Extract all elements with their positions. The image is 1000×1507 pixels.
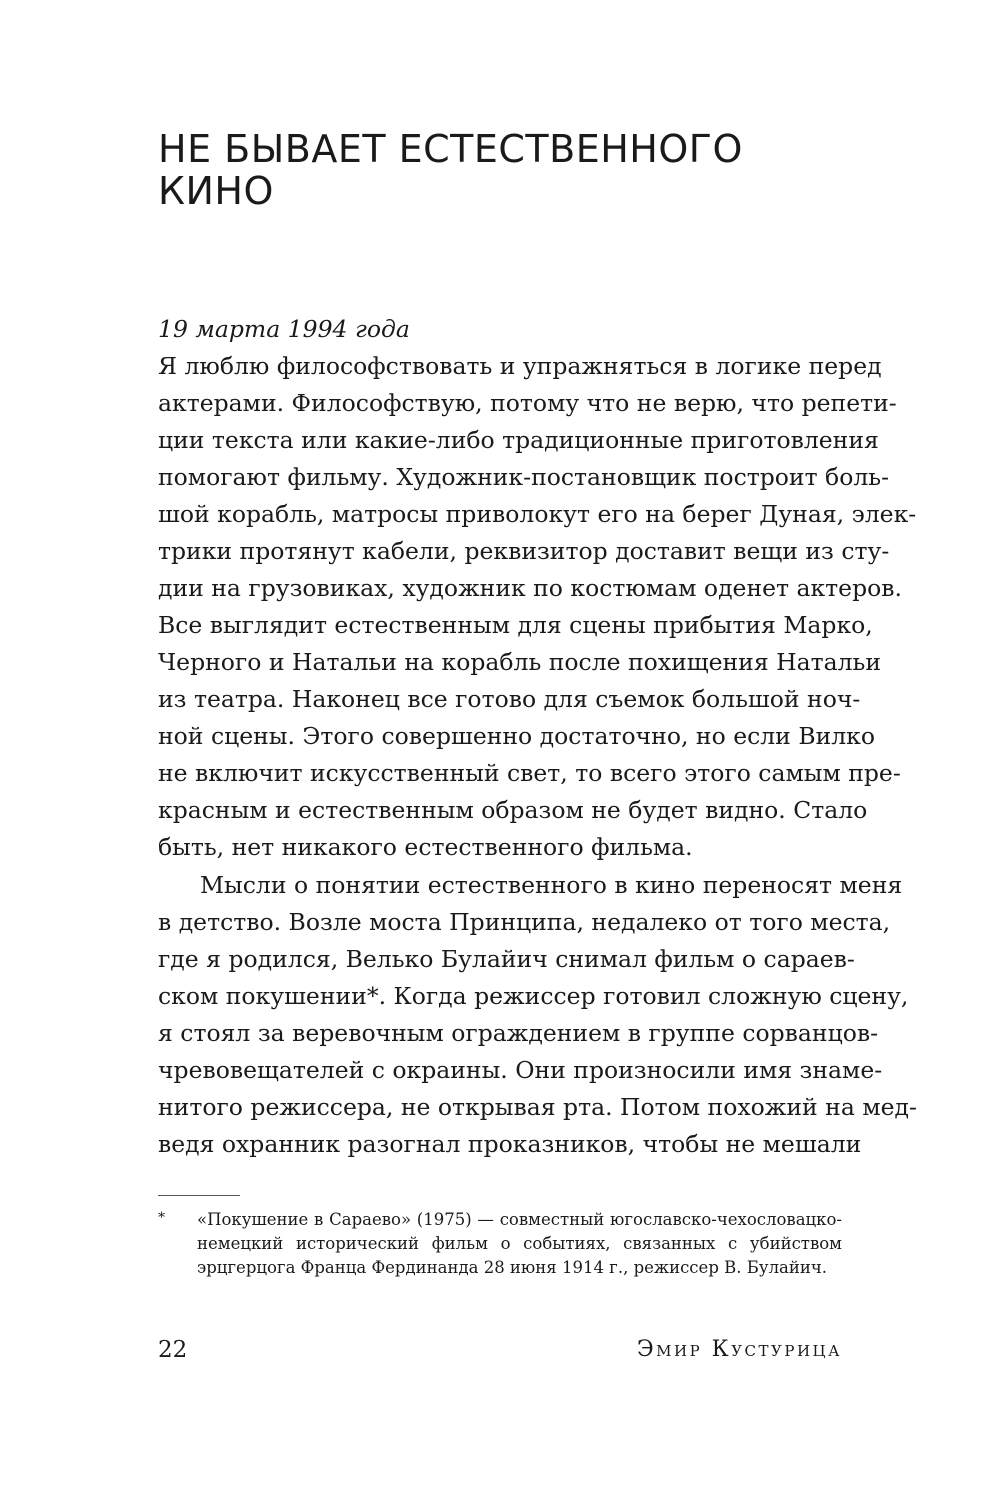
text-line: из театра. Наконец все готово для съемок большой ноч- [158, 685, 861, 713]
text-line: нитого режиссера, не открывая рта. Потом похожий на мед- [158, 1093, 917, 1121]
text-line: красным и естественным образом не будет видно. Стало [158, 796, 868, 824]
text-line: Черного и Натальи на корабль после похищения Натальи [158, 648, 882, 676]
text-line: актерами. Философствую, потому что не верю, что репети- [158, 389, 897, 417]
text-line: Мысли о понятии естественного в кино переносят меня [200, 871, 903, 899]
text-line: трики протянут кабели, реквизитор доставит вещи из сту- [158, 537, 890, 565]
text-line: где я родился, Велько Булайич снимал фильм о сараев- [158, 945, 855, 973]
footnote-line: немецкий исторический фильм о событиях, связанных с убийством [197, 1234, 842, 1253]
text-line: Все выглядит естественным для сцены прибытия Марко, [158, 611, 873, 639]
footnote [158, 1208, 842, 1280]
footnote-line: эрцгерцога Франца Фердинанда 28 июня 1914 г., режиссер В. Булайич. [197, 1258, 828, 1277]
text-line: помогают фильму. Художник-постановщик построит боль- [158, 463, 890, 491]
running-header-author: Эмир Кустурица [636, 1337, 842, 1362]
paragraph-1 [158, 348, 917, 866]
text-line: быть, нет никакого естественного фильма. [158, 833, 693, 861]
page-number: 22 [158, 1337, 188, 1363]
text-line: дии на грузовиках, художник по костюмам оденет актеров. [158, 574, 902, 602]
footnote-divider [158, 1195, 240, 1196]
chapter-title-line: КИНО [158, 169, 274, 213]
text-line: ском покушении*. Когда режиссер готовил сложную сцену, [158, 982, 909, 1010]
text-line: Я люблю философствовать и упражняться в логике перед [158, 352, 882, 380]
chapter-title-line: НЕ БЫВАЕТ ЕСТЕСТВЕННОГО [158, 127, 743, 171]
text-line: я стоял за веревочным ограждением в группе сорванцов- [158, 1019, 879, 1047]
entry-date: 19 марта 1994 года [158, 315, 410, 343]
chapter-title [158, 128, 858, 212]
text-line: чревовещателей с окраины. Они произносили имя знаме- [158, 1056, 883, 1084]
footnote-line: «Покушение в Сараево» (1975) — совместный югославско-чехословацко- [197, 1210, 842, 1229]
text-line: ной сцены. Этого совершенно достаточно, но если Вилко [158, 722, 876, 750]
text-line: шой корабль, матросы приволокут его на берег Дуная, элек- [158, 500, 917, 528]
footnote-body [197, 1208, 842, 1280]
text-line: ции текста или какие-либо традиционные приготовления [158, 426, 879, 454]
paragraph-2 [158, 867, 917, 1163]
footnote-mark: * [158, 1210, 165, 1226]
text-line: в детство. Возле моста Принципа, недалеко от того места, [158, 908, 891, 936]
text-line: ведя охранник разогнал проказников, чтобы не мешали [158, 1130, 862, 1158]
text-line: не включит искусственный свет, то всего этого самым пре- [158, 759, 901, 787]
